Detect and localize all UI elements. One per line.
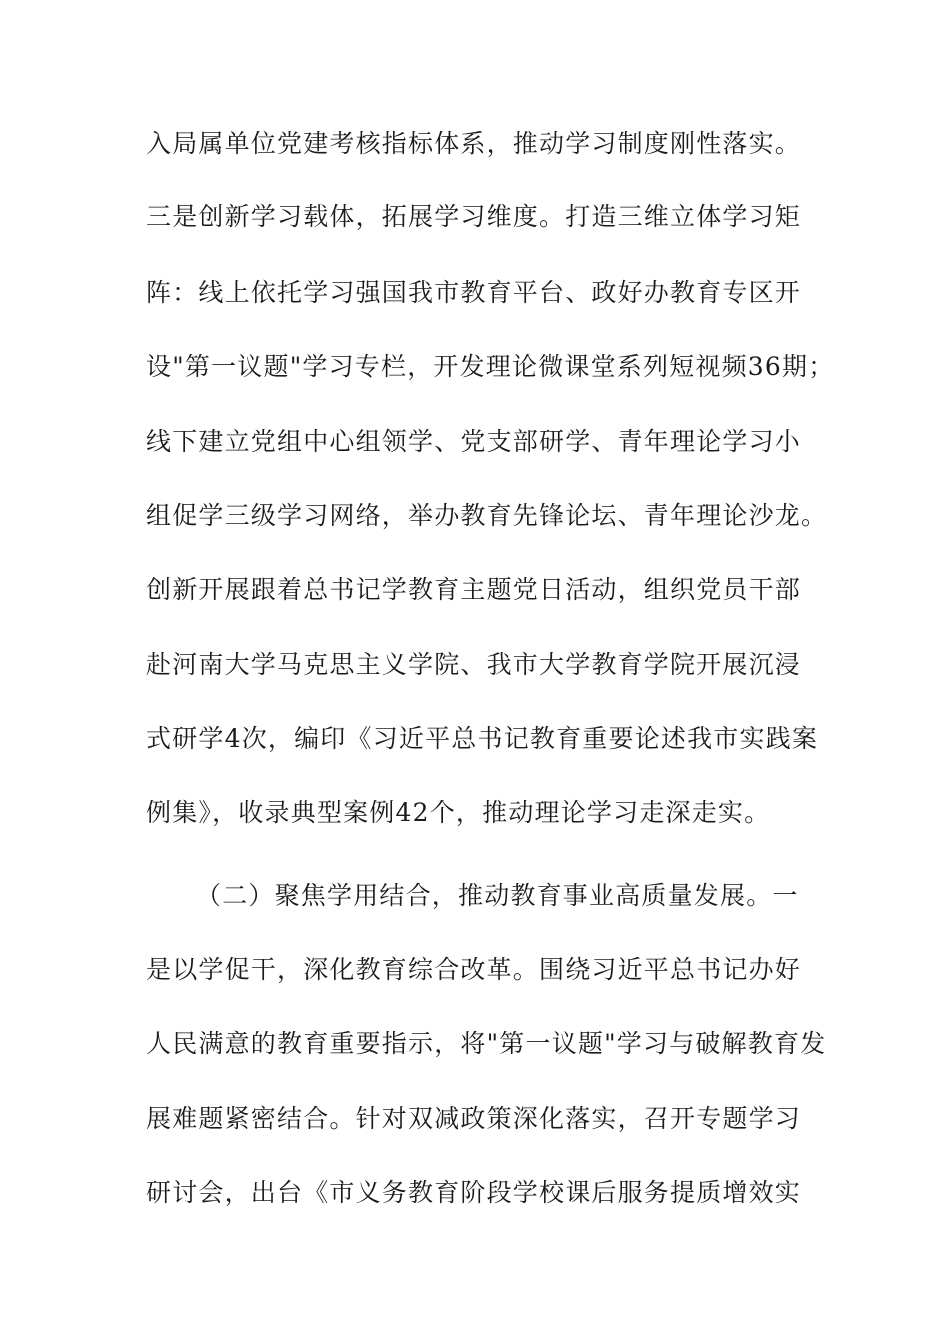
text-line-12: 是以学促干，深化教育综合改革。围绕习近平总书记办好 <box>146 955 802 984</box>
text-line-2: 三是创新学习载体，拓展学习维度。打造三维立体学习矩 <box>146 202 802 231</box>
text-line-1: 入局属单位党建考核指标体系，推动学习制度刚性落实。 <box>146 129 802 158</box>
text-line-4: 设"第一议题"学习专栏，开发理论微课堂系列短视频36期； <box>146 352 835 381</box>
text-line-14: 展难题紧密结合。针对双减政策深化落实，召开专题学习 <box>146 1104 802 1133</box>
text-line-13: 人民满意的教育重要指示，将"第一议题"学习与破解教育发 <box>146 1029 827 1058</box>
text-line-6: 组促学三级学习网络，举办教育先锋论坛、青年理论沙龙。 <box>146 501 828 530</box>
text-line-3: 阵：线上依托学习强国我市教育平台、政好办教育专区开 <box>146 278 802 307</box>
section-heading-line: （二）聚焦学用结合，推动教育事业高质量发展。一 <box>196 881 799 910</box>
text-line-7: 创新开展跟着总书记学教育主题党日活动，组织党员干部 <box>146 575 802 604</box>
text-line-5: 线下建立党组中心组领学、党支部研学、青年理论学习小 <box>146 427 802 456</box>
text-line-8: 赴河南大学马克思主义学院、我市大学教育学院开展沉浸 <box>146 650 802 679</box>
text-line-9: 式研学4次，编印《习近平总书记教育重要论述我市实践案 <box>146 724 819 753</box>
text-line-15: 研讨会，出台《市义务教育阶段学校课后服务提质增效实 <box>146 1178 802 1207</box>
text-line-10: 例集》，收录典型案例42个，推动理论学习走深走实。 <box>146 798 771 827</box>
